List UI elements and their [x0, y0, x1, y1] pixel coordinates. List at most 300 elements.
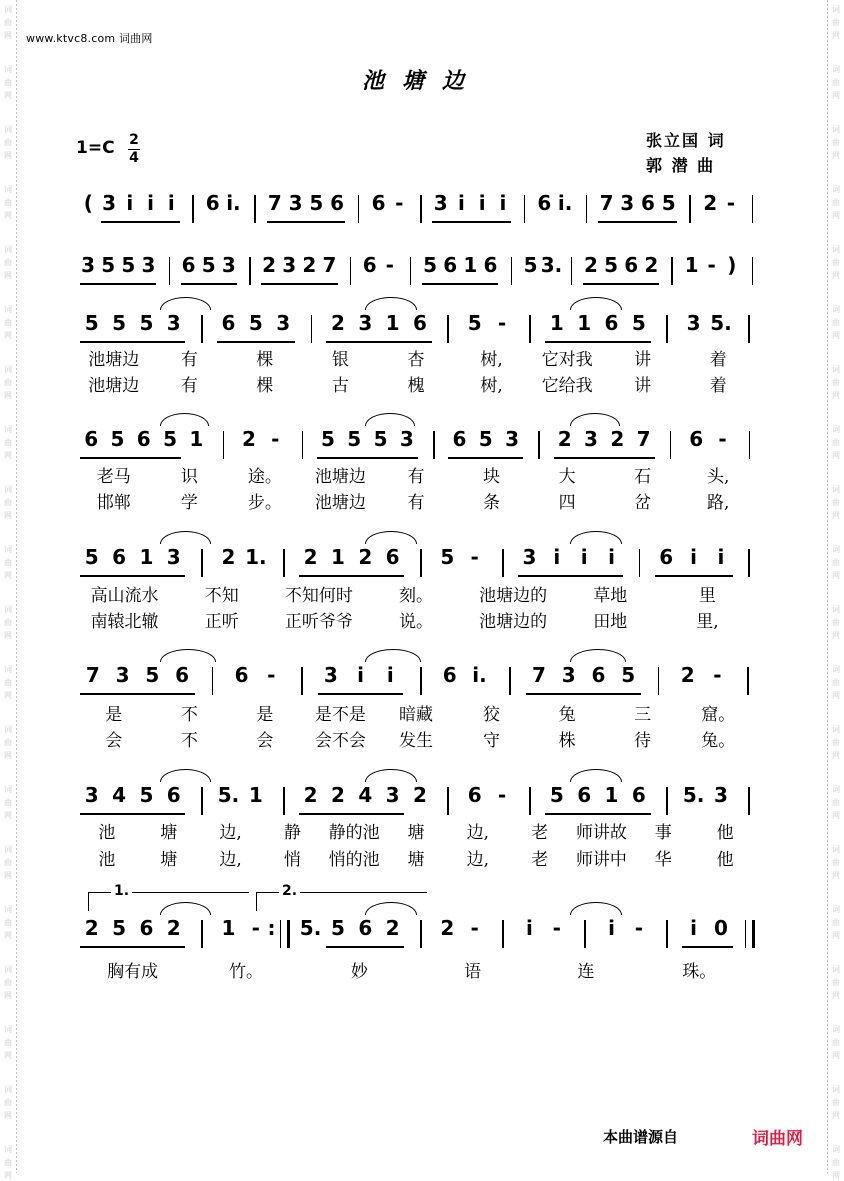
watermark-glyph: 网	[832, 811, 840, 820]
note: -	[470, 916, 479, 940]
slur	[365, 413, 414, 426]
lyric-word: 讲	[634, 350, 652, 370]
watermark-glyph: 网	[832, 451, 840, 460]
note: 5.	[682, 783, 705, 807]
watermark-glyph: 词	[4, 605, 12, 614]
note: 3	[713, 783, 728, 807]
watermark-glyph: 网	[4, 631, 12, 640]
lyric-word: 树,	[480, 350, 503, 370]
note: -	[713, 663, 722, 687]
bar-line	[311, 315, 313, 343]
watermark-glyph: 曲	[832, 138, 840, 147]
note: 1	[221, 916, 236, 940]
lyric-word: 师讲中	[575, 850, 627, 870]
watermark-glyph: 曲	[832, 678, 840, 687]
lyric-word: 路,	[707, 493, 730, 513]
note: 3	[166, 545, 181, 569]
note: 3	[282, 253, 297, 277]
note: 6	[385, 545, 400, 569]
watermark-glyph: 网	[832, 91, 840, 100]
note: 6	[413, 311, 427, 335]
watermark-glyph: 曲	[4, 558, 12, 567]
lyric-word: 塘	[407, 850, 425, 870]
note: 3	[323, 663, 338, 687]
watermark-glyph: 网	[832, 571, 840, 580]
volta-number: 1.	[111, 883, 132, 899]
note: 5	[661, 191, 676, 215]
lyric-word: 说。	[398, 612, 433, 632]
watermark-glyph: 曲	[832, 1038, 840, 1047]
lyric-word: 边,	[219, 823, 242, 843]
beam	[422, 283, 498, 285]
note: 5	[631, 311, 646, 335]
note: 5	[440, 545, 455, 569]
note: 1	[684, 253, 699, 277]
slur	[570, 413, 619, 426]
watermark-glyph: 网	[832, 1051, 840, 1060]
watermark-glyph: 曲	[4, 738, 12, 747]
note: 7	[322, 253, 337, 277]
repeat-colon: :	[267, 916, 276, 940]
note: 6	[604, 311, 619, 335]
watermark-glyph: 词	[832, 845, 840, 854]
note: 3	[561, 663, 576, 687]
lyric-word: 它对我	[541, 350, 593, 370]
note: -	[718, 427, 727, 451]
note: 6	[362, 253, 377, 277]
note: 6	[467, 783, 482, 807]
lyric-word: 有	[407, 467, 425, 487]
bar-line	[666, 920, 668, 948]
bar-line	[502, 920, 504, 948]
lyric-word: 不知何时	[284, 586, 353, 606]
note: 5	[84, 311, 99, 335]
lyric-word: 不	[180, 705, 198, 725]
note: 3	[385, 783, 400, 807]
note: 6	[537, 191, 552, 215]
bar-line	[529, 787, 531, 815]
note: 6	[624, 253, 639, 277]
watermark-glyph: 曲	[4, 378, 12, 387]
slur	[160, 649, 216, 662]
lyric-word: 有	[407, 493, 425, 513]
note: (	[83, 191, 93, 215]
note: 2	[440, 916, 455, 940]
note: 5	[248, 311, 263, 335]
bar-line	[571, 257, 573, 285]
watermark-glyph: 曲	[832, 978, 840, 987]
note: 3	[115, 663, 130, 687]
watermark-glyph: 曲	[832, 798, 840, 807]
beam	[598, 221, 677, 223]
repeat-bar	[280, 920, 290, 948]
lyric-word: 着	[709, 350, 727, 370]
lyric-word: 连	[577, 962, 595, 982]
lyric-word: 珠。	[682, 962, 717, 982]
beam	[80, 457, 181, 459]
watermark-glyph: 网	[832, 691, 840, 700]
beam	[318, 693, 403, 695]
watermark-glyph: 网	[4, 811, 12, 820]
note: 6	[689, 427, 704, 451]
note: 3	[522, 545, 537, 569]
watermark-glyph: 曲	[832, 1158, 840, 1167]
source-label: 本曲谱源自	[603, 1128, 679, 1146]
note: 5	[110, 427, 125, 451]
note: 6	[358, 916, 373, 940]
score-line	[0, 663, 844, 703]
watermark-glyph: 词	[832, 965, 840, 974]
bar-line	[420, 549, 422, 577]
note: 6	[234, 663, 249, 687]
note: 5.	[217, 783, 240, 807]
note: 1	[330, 545, 345, 569]
bar-line	[420, 920, 422, 948]
lyric-word: 竹。	[228, 962, 263, 982]
bar-line	[752, 257, 754, 285]
lyric-word: 古	[331, 376, 349, 396]
bar-line	[302, 431, 304, 459]
note: 6	[631, 783, 646, 807]
bar-line	[201, 315, 203, 343]
watermark-glyph: 曲	[832, 438, 840, 447]
note: 5	[330, 916, 345, 940]
watermark-glyph: 词	[832, 65, 840, 74]
watermark-glyph: 词	[832, 905, 840, 914]
watermark-glyph: 曲	[832, 18, 840, 27]
right-watermark-strip	[826, 0, 844, 1180]
bar-line	[749, 431, 751, 459]
note: i	[553, 545, 561, 569]
left-watermark-strip	[0, 0, 18, 1180]
note: 5	[121, 253, 136, 277]
lyric-word: 大	[558, 467, 576, 487]
watermark-glyph: 网	[832, 871, 840, 880]
note: 6	[483, 253, 498, 277]
slur	[365, 531, 416, 544]
bar-line	[639, 549, 641, 577]
note: 6	[442, 663, 457, 687]
time-signature-top: 2	[129, 132, 139, 148]
watermark-glyph: 曲	[832, 738, 840, 747]
watermark-glyph: 曲	[832, 858, 840, 867]
watermark-glyph: 曲	[4, 1098, 12, 1107]
note: 5	[139, 783, 154, 807]
beam	[545, 341, 650, 343]
score-line	[0, 427, 844, 467]
watermark-glyph: 网	[4, 571, 12, 580]
bar-line	[509, 667, 511, 695]
watermark-glyph: 词	[4, 1085, 12, 1094]
watermark-glyph: 网	[832, 391, 840, 400]
note: 4	[358, 783, 373, 807]
watermark-glyph: 曲	[832, 498, 840, 507]
lyric-word: 学	[180, 493, 198, 513]
watermark-glyph: 曲	[4, 198, 12, 207]
beam	[80, 341, 185, 343]
watermark-glyph: 词	[4, 785, 12, 794]
bar-line	[584, 920, 586, 948]
note: 2	[166, 916, 181, 940]
note: 2	[330, 311, 345, 335]
note: 5	[101, 253, 116, 277]
watermark-glyph: 词	[832, 785, 840, 794]
slur	[570, 531, 621, 544]
note: 0	[713, 916, 728, 940]
watermark-glyph: 词	[832, 5, 840, 14]
note: i	[478, 191, 486, 215]
beam	[80, 813, 185, 815]
lyric-word: 它给我	[541, 376, 593, 396]
bar-line	[420, 195, 422, 223]
lyric-word: 是不是	[314, 705, 366, 725]
note: 6	[659, 545, 674, 569]
watermark-glyph: 网	[4, 751, 12, 760]
note: 3	[433, 191, 448, 215]
time-signature-bottom: 4	[129, 150, 139, 166]
note: 5	[478, 427, 493, 451]
slur	[160, 531, 211, 544]
lyric-word: 池	[98, 823, 116, 843]
note: 1	[577, 311, 592, 335]
note: i	[717, 545, 725, 569]
watermark-glyph: 网	[832, 751, 840, 760]
lyric-word: 老马	[96, 467, 131, 487]
lyric-word: 守	[483, 731, 501, 751]
watermark-glyph: 曲	[832, 558, 840, 567]
bar-line	[666, 315, 668, 343]
watermark-glyph: 词	[832, 185, 840, 194]
watermark-glyph: 词	[4, 305, 12, 314]
note: 3.	[540, 253, 563, 277]
note: 6	[443, 253, 458, 277]
lyric-word: 步。	[247, 493, 282, 513]
watermark-glyph: 词	[4, 425, 12, 434]
bar-line	[192, 195, 194, 223]
beam	[655, 575, 733, 577]
beam	[432, 221, 511, 223]
note: 3	[620, 191, 635, 215]
watermark-glyph: 网	[4, 1051, 12, 1060]
bar-line	[529, 315, 531, 343]
slur	[365, 769, 416, 782]
note: 5	[163, 427, 178, 451]
note: 6	[139, 916, 154, 940]
note: 6	[641, 191, 655, 215]
song-title: 池塘边	[361, 68, 482, 94]
note: 4	[112, 783, 126, 807]
note: 2	[303, 783, 318, 807]
note: 7	[85, 663, 100, 687]
watermark-glyph: 网	[832, 31, 840, 40]
note: 5.	[710, 311, 732, 335]
lyric-word: 暗藏	[398, 705, 433, 725]
bar-line	[748, 549, 750, 577]
note: 5	[347, 427, 362, 451]
note: -	[385, 253, 394, 277]
watermark-glyph: 曲	[832, 618, 840, 627]
note: 3	[221, 253, 236, 277]
bar-line	[670, 431, 672, 459]
watermark-glyph: 网	[832, 931, 840, 940]
slur	[160, 769, 211, 782]
score-line	[0, 545, 844, 585]
note: 2	[302, 253, 317, 277]
bar-line	[223, 431, 225, 459]
note: 1	[189, 427, 204, 451]
lyric-word: 边,	[466, 850, 490, 870]
lyric-word: 池塘边	[88, 376, 140, 396]
note: -	[497, 783, 507, 807]
note: 6	[166, 783, 181, 807]
lyric-word: 塘	[160, 850, 178, 870]
beam	[267, 221, 346, 223]
watermark-glyph: 词	[4, 965, 12, 974]
watermark-glyph: 词	[4, 245, 12, 254]
note: 5	[139, 311, 154, 335]
lyric-word: 树,	[480, 376, 503, 396]
watermark-glyph: 词	[4, 125, 12, 134]
note: i	[357, 663, 364, 687]
lyric-word: 胸有成	[107, 962, 159, 982]
lyric-word: 边,	[219, 850, 242, 870]
lyric-word: 里	[698, 586, 716, 606]
note: i	[167, 191, 175, 215]
beam	[682, 946, 733, 948]
note: 6	[84, 427, 99, 451]
watermark-glyph: 网	[832, 151, 840, 160]
lyric-word: 妙	[350, 962, 368, 982]
note: i	[580, 545, 588, 569]
note: 5	[604, 253, 619, 277]
note: 5	[523, 253, 538, 277]
lyric-word: 发生	[398, 731, 433, 751]
lyric-word: 事	[654, 823, 672, 843]
lyric-word: 不知	[204, 586, 239, 606]
bar-line	[671, 257, 673, 285]
watermark-glyph: 曲	[4, 78, 12, 87]
watermark-glyph: 网	[4, 271, 12, 280]
note: i.	[557, 191, 573, 215]
note: 6	[452, 427, 467, 451]
note: 2	[242, 427, 256, 451]
watermark-glyph: 网	[4, 31, 12, 40]
note: 5	[467, 311, 482, 335]
watermark-glyph: 网	[832, 211, 840, 220]
lyric-word: 塘	[160, 823, 178, 843]
note: i	[690, 545, 698, 569]
note: 2	[610, 427, 625, 451]
bar-line	[511, 257, 513, 285]
lyric-word: 池塘边	[314, 493, 366, 513]
site-url[interactable]: www.ktvc8.com 词曲网	[26, 32, 153, 45]
note: 2	[385, 916, 400, 940]
watermark-glyph: 词	[4, 365, 12, 374]
watermark-glyph: 词	[832, 245, 840, 254]
watermark-glyph: 词	[832, 1025, 840, 1034]
lyric-word: 正听爷爷	[284, 612, 353, 632]
bar-line	[420, 667, 422, 695]
watermark-glyph: 词	[4, 5, 12, 14]
lyric-word: 师讲故	[575, 823, 627, 843]
note: 6	[205, 191, 220, 215]
beam	[80, 693, 195, 695]
lyric-word: 有	[180, 350, 198, 370]
lyric-word: 块	[483, 467, 501, 487]
bar-line	[752, 195, 754, 223]
lyric-word: 池塘边	[314, 467, 366, 487]
watermark-glyph: 曲	[4, 498, 12, 507]
note: 1	[385, 311, 400, 335]
note: i	[499, 191, 507, 215]
note: 1	[549, 311, 564, 335]
lyric-word: 田地	[593, 612, 628, 632]
note: 1	[139, 545, 154, 569]
note: i	[386, 663, 394, 687]
watermark-glyph: 曲	[832, 1098, 840, 1107]
watermark-glyph: 网	[4, 1111, 12, 1120]
lyric-word: 岔	[634, 493, 652, 513]
note: i	[690, 916, 698, 940]
bar-line	[666, 787, 668, 815]
bar-line	[201, 549, 203, 577]
note: 1.	[245, 545, 267, 569]
watermark-glyph: 词	[832, 425, 840, 434]
lyric-word: 边,	[466, 823, 490, 843]
lyric-word: 悄的池	[328, 850, 380, 870]
beam	[80, 575, 185, 577]
lyric-word: 高山流水	[90, 586, 159, 606]
lyric-word: 静	[283, 823, 301, 843]
beam	[518, 575, 623, 577]
lyric-word: 是	[105, 705, 123, 725]
lyric-word: 悄	[283, 850, 301, 870]
note: 2	[584, 253, 598, 277]
bar-line	[358, 195, 360, 223]
note: 7	[636, 427, 651, 451]
note: 5	[423, 253, 438, 277]
bar-line	[410, 257, 412, 285]
slur	[160, 297, 211, 310]
watermark-glyph: 词	[832, 1145, 840, 1154]
lyric-word: 待	[634, 731, 652, 751]
lyric-word: 三	[634, 705, 652, 725]
note: -	[634, 916, 644, 940]
beam	[261, 283, 337, 285]
watermark-glyph: 曲	[4, 618, 12, 627]
note: 5	[320, 427, 335, 451]
bar-line	[169, 257, 171, 285]
lyric-word: 池塘边的	[479, 586, 548, 606]
watermark-glyph: 曲	[4, 258, 12, 267]
note: -	[552, 916, 561, 940]
watermark-glyph: 词	[4, 485, 12, 494]
note: )	[727, 253, 737, 277]
score-line	[0, 783, 844, 823]
lyric-word: 会	[256, 731, 274, 751]
lyric-word: 条	[483, 493, 501, 513]
watermark-glyph: 网	[4, 691, 12, 700]
watermark-glyph: 词	[4, 65, 12, 74]
source-logo[interactable]: 词曲网	[752, 1129, 803, 1149]
watermark-glyph: 网	[4, 1171, 12, 1180]
note: 5	[201, 253, 216, 277]
watermark-glyph: 网	[4, 151, 12, 160]
final-bar	[745, 920, 755, 948]
lyric-word: 语	[464, 962, 482, 982]
watermark-glyph: 网	[832, 1111, 840, 1120]
note: 2	[557, 427, 572, 451]
